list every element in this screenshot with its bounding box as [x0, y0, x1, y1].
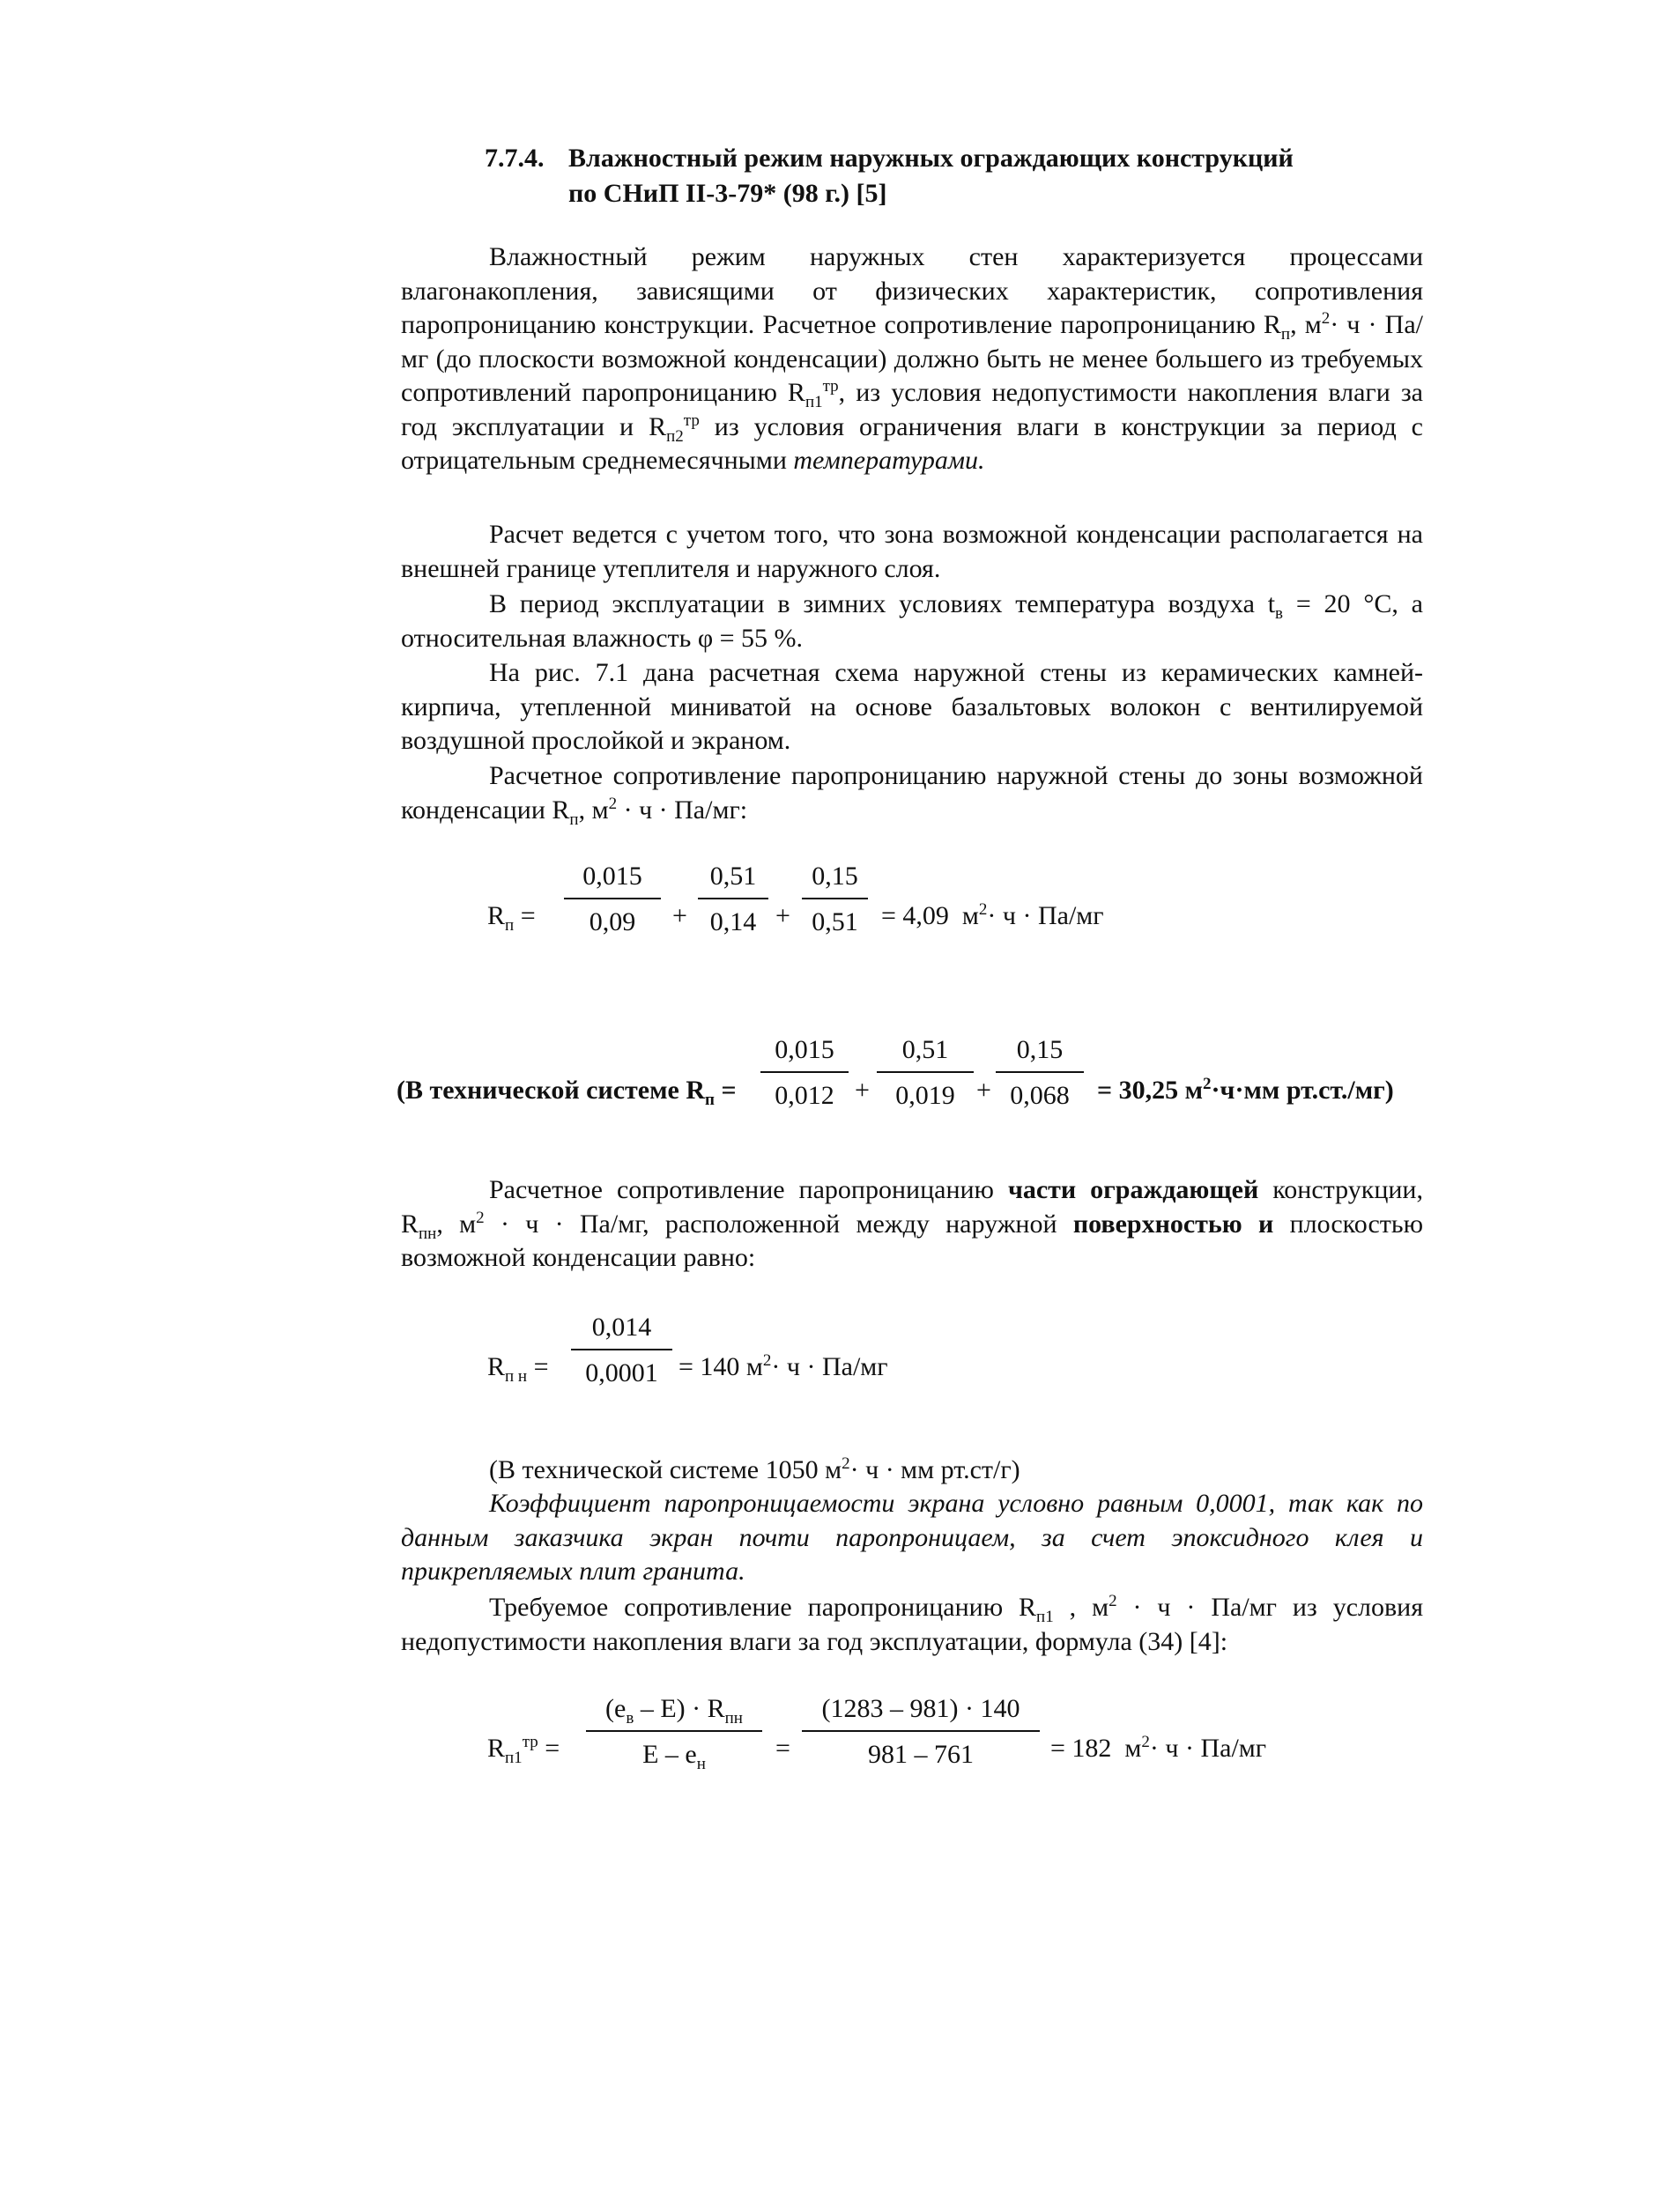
paragraph-wall-scheme: На рис. 7.1 дана расчетная схема наружной стены из керамических камней-кирпича, утепленной миниватой на основе базальтовых волокон с вентилируемой воздушной прослойкой и экраном.	[401, 658, 1423, 755]
eq1-lhs: $R_п$ =	[487, 901, 536, 935]
section-number: 7.7.4.	[485, 144, 545, 173]
eq2-prefix: (В технической системе $R_п$ =	[397, 1076, 737, 1109]
eq4-lhs: $R_{п1}^{тр}$ =	[487, 1733, 560, 1767]
eq1-result: = 4,09 $м^2\cdot ч \cdot Па/мг$	[881, 900, 1104, 930]
eq3-result: = 140 $м^2\cdot ч \cdot Па/мг$	[678, 1351, 888, 1381]
eq1-fraction-2: 0,51 0,14	[698, 859, 768, 940]
paragraph-outer-resistance: Расчетное сопротивление паропроницанию части ограждающей конструкции, $R_{пн}$, $м^2 \cdot ч \cdot Па/мг$, расположенной между наружной поверхностью и плоскостью возможной конденсации равно:	[401, 1175, 1423, 1272]
eq1-fraction-3: 0,15 0,51	[802, 859, 868, 940]
paragraph-resistance-intro: Расчетное сопротивление паропроницанию наружной стены до зоны возможной конденсации $R_п$, $м^2 \cdot ч \cdot Па/мг$:	[401, 761, 1423, 829]
paragraph-required-resistance: Требуемое сопротивление паропроницанию $R_{п1}$ , $м^2 \cdot ч \cdot Па/мг$ из условия недопустимости накопления влаги за год эксплуатации, формула (34) [4]:	[401, 1592, 1424, 1656]
eq4-equals: =	[775, 1734, 790, 1763]
technical-system-note: (В технической системе 1050 $м^2\cdot ч$ · мм рт.ст/г)	[489, 1454, 1020, 1484]
heading-line-1: Влажностный режим наружных ограждающих конструкций	[568, 144, 1294, 173]
eq1-plus-1: +	[672, 901, 687, 930]
eq2-plus-2: +	[976, 1076, 991, 1105]
section-heading	[485, 141, 1454, 211]
eq2-fraction-1: 0,015 0,012	[760, 1032, 849, 1113]
eq4-fraction-numeric: (1283 – 981) · 140 981 – 761	[802, 1691, 1040, 1772]
paragraph-moisture-regime: Влажностный режим наружных стен характеризуется процессами влагонакопления, зависящими от физических характеристик, сопротивления паропроницанию конструкции. Расчетное сопротивление паропроницанию $R_п$, $м^2\cdot ч \cdot Па/мг$ (до плоскости возможной конденсации) должно быть не менее большего из требуемых сопротивлений паропроницанию $R_{п1}^{тр}$, из условия недопустимости накопления влаги за год эксплуатации и $R_{п2}^{тр}$ из условия ограничения влаги в конструкции за период с отрицательным среднемесячными температурами.	[401, 242, 1424, 475]
heading-line-2: по СНиП II-3-79* (98 г.) [5]	[568, 179, 887, 208]
eq1-plus-2: +	[775, 901, 790, 930]
eq2-plus-1: +	[855, 1076, 870, 1105]
paragraph-operating-conditions: В период эксплуатации в зимних условиях температура воздуха $t_в = 20$ °С, а относительная влажность φ = 55 %.	[401, 589, 1423, 653]
eq1-fraction-1: 0,015 0,09	[564, 859, 661, 940]
eq4-result: = 182 $м^2\cdot ч \cdot Па/мг$	[1050, 1733, 1267, 1763]
eq2-result: = 30,25 $м^2\cdot ч\cdot мм$ рт.ст./мг)	[1097, 1075, 1394, 1105]
eq3-lhs: $R_{п н}$ =	[487, 1352, 549, 1386]
paragraph-calculation-basis: Расчет ведется с учетом того, что зона возможной конденсации располагается на внешней границе утеплителя и наружного слоя.	[401, 520, 1423, 583]
eq2-fraction-2: 0,51 0,019	[877, 1032, 974, 1113]
eq4-fraction-symbolic: $(e_в - E) \cdot R_{пн}$ E – $e_н$	[586, 1691, 762, 1772]
paragraph-screen-coefficient: Коэффициент паропроницаемости экрана условно равным 0,0001, так как по данным заказчика экран почти паропроницаем, за счет эпоксидного клея и прикрепляемых плит гранита.	[401, 1489, 1423, 1586]
eq2-fraction-3: 0,15 0,068	[996, 1032, 1084, 1113]
eq3-fraction: 0,014 0,0001	[571, 1310, 672, 1391]
